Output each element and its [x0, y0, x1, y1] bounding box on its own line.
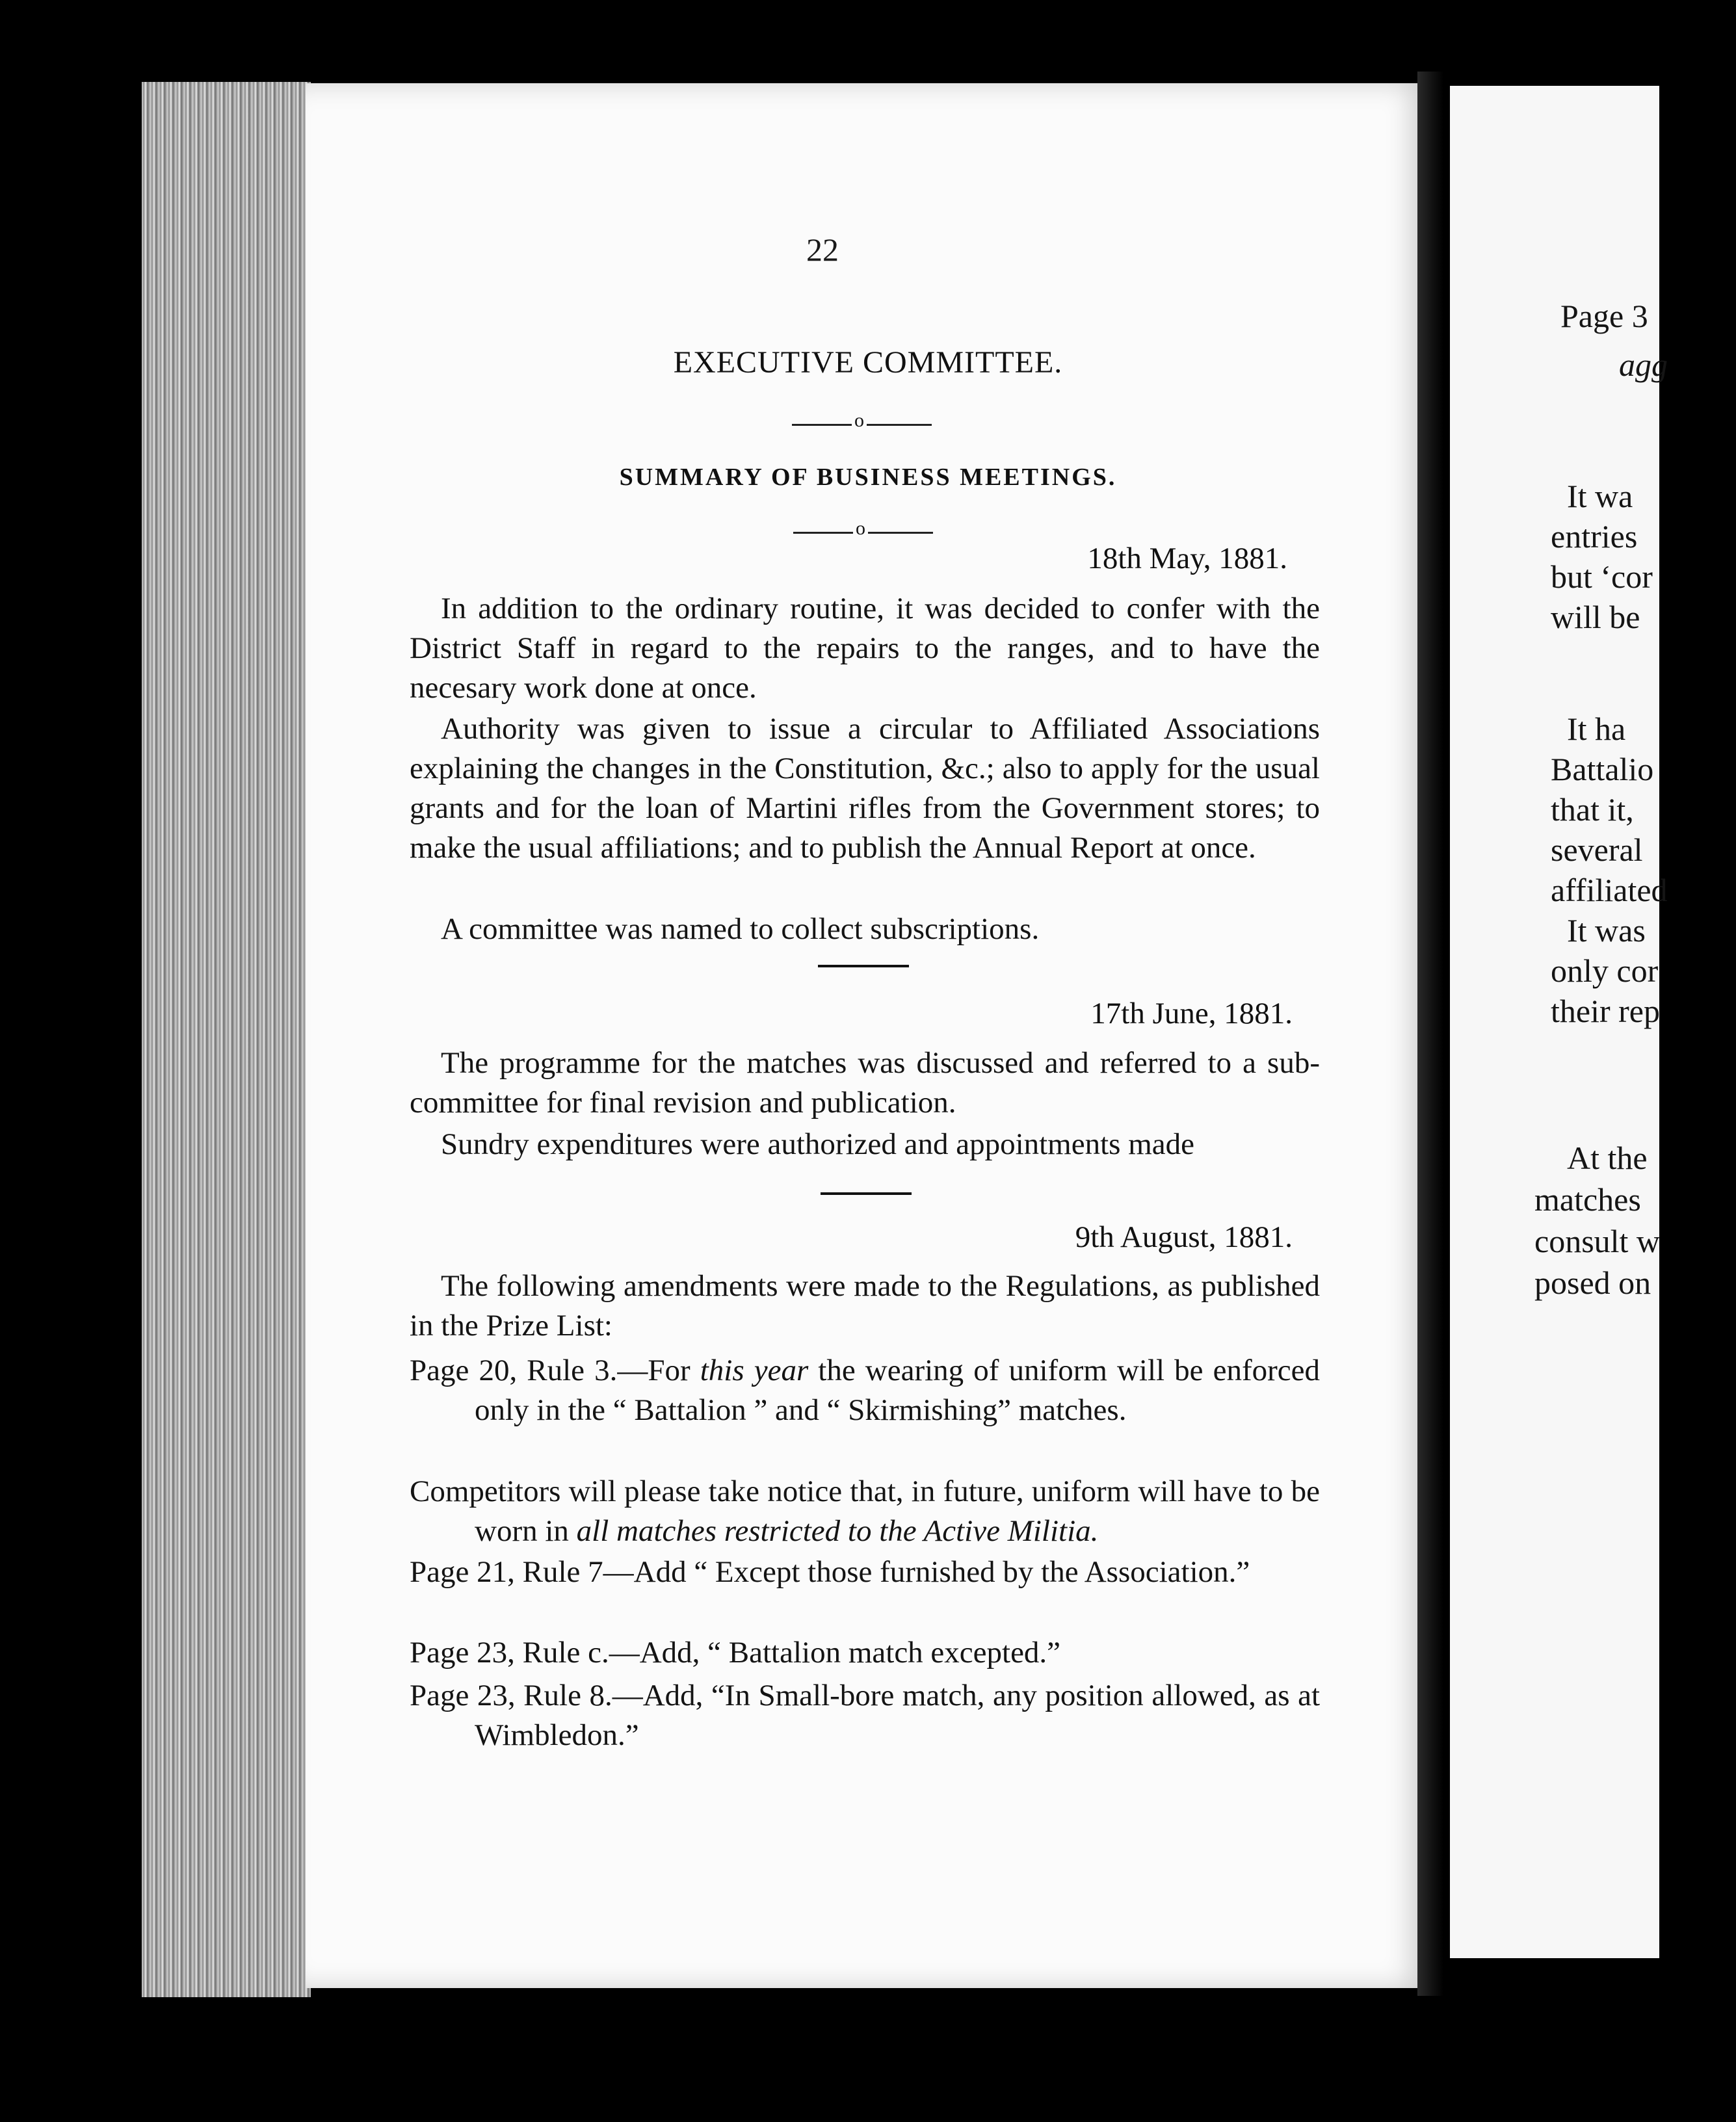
- section-divider: [818, 965, 909, 967]
- facing-line: It ha: [1567, 711, 1626, 747]
- amendment-item: Page 23, Rule 8.—Add, “In Small-bore match, any position allowed, as at Wimbledon.”: [410, 1679, 1320, 1752]
- facing-line: Battalio: [1551, 751, 1654, 787]
- facing-line: posed on: [1534, 1264, 1651, 1301]
- facing-line: their rep: [1551, 993, 1660, 1029]
- meeting-date: 18th May, 1881.: [1087, 542, 1287, 575]
- facing-line: affiliated: [1551, 872, 1668, 908]
- amendment-item: Competitors will please take notice that, in future, uniform will have to be worn in all matches restricted to the Active Militia.: [410, 1474, 1320, 1548]
- paragraph: The following amendments were made to the Regulations, as published in the Prize List:: [410, 1269, 1320, 1343]
- facing-line: several: [1551, 832, 1643, 868]
- facing-line: It wa: [1567, 478, 1633, 514]
- section-subtitle: SUMMARY OF BUSINESS MEETINGS.: [619, 464, 1117, 491]
- facing-line: that it,: [1551, 791, 1634, 828]
- page-content: [410, 0, 1326, 2122]
- facing-line: At the: [1567, 1140, 1648, 1176]
- page-number: 22: [806, 231, 839, 268]
- paragraph: A committee was named to collect subscriptions.: [441, 912, 1040, 946]
- facing-line: It was: [1567, 912, 1646, 949]
- facing-line: Page 3: [1560, 298, 1648, 334]
- amendment-item: Page 23, Rule c.—Add, “ Battalion match excepted.”: [410, 1636, 1061, 1670]
- ornament-divider: o: [792, 424, 932, 426]
- paragraph: Sundry expenditures were authorized and appointments made: [441, 1127, 1194, 1161]
- paragraph: Authority was given to issue a circular to Affiliated Associations explaining the changes in the Constitution, &c.; also to apply for the usual grants and for the loan of Martini rifles from the Government stores; to make the usual affiliations; and to publish the Annual Report at once.: [410, 712, 1320, 865]
- facing-line: will be: [1551, 599, 1640, 635]
- ornament-divider: o: [793, 532, 933, 534]
- facing-line: only cor: [1551, 952, 1659, 989]
- facing-line: consult w: [1534, 1223, 1661, 1259]
- meeting-date: 17th June, 1881.: [1090, 997, 1293, 1030]
- amendment-item: Page 21, Rule 7—Add “ Except those furnished by the Association.”: [410, 1555, 1250, 1589]
- facing-line: agg: [1619, 347, 1668, 383]
- paragraph: The programme for the matches was discussed and referred to a sub-committee for final revision and publication.: [410, 1046, 1320, 1120]
- section-divider: [821, 1192, 912, 1195]
- facing-line: but ‘cor: [1551, 558, 1653, 595]
- amendment-item: Page 20, Rule 3.—For this year the wearing of uniform will be enforced only in the “ Battalion ” and “ Skirmishing” matches.: [410, 1354, 1320, 1427]
- facing-line: entries: [1551, 518, 1638, 555]
- paragraph: In addition to the ordinary routine, it was decided to confer with the District Staff in regard to the repairs to the ranges, and to have the necesary work done at once.: [410, 592, 1320, 705]
- meeting-date: 9th August, 1881.: [1075, 1220, 1293, 1254]
- facing-line: matches: [1534, 1181, 1641, 1218]
- page-title: EXECUTIVE COMMITTEE.: [673, 345, 1063, 380]
